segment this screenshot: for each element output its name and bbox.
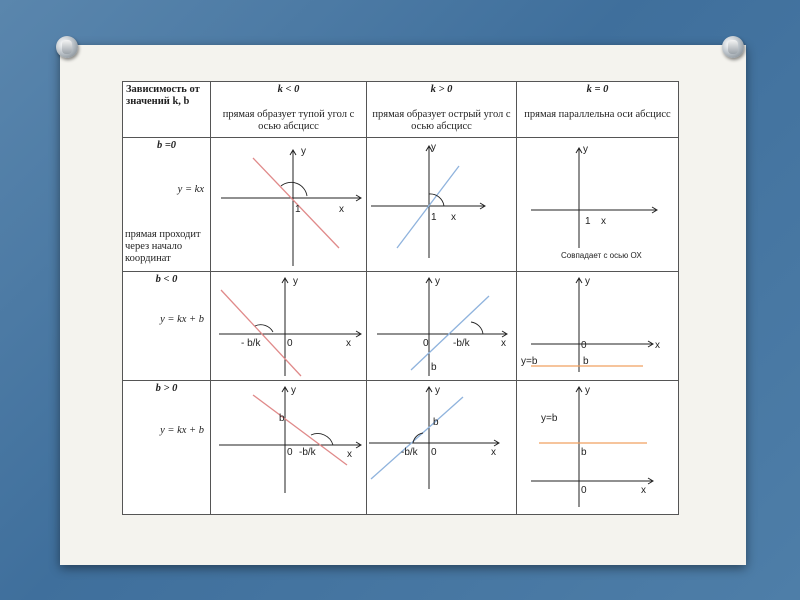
graph-b0-k-zero — [517, 138, 679, 272]
row-header-b-positive: b > 0 y = kx + b — [123, 381, 211, 515]
svg-text:0: 0 — [287, 338, 293, 349]
svg-text:0: 0 — [581, 340, 587, 351]
svg-text:0: 0 — [423, 338, 429, 349]
graph-b0-k-positive — [367, 138, 517, 272]
graph-bpos-k-zero — [517, 381, 679, 515]
svg-text:y: y — [585, 276, 590, 287]
svg-text:-b/k: -b/k — [401, 447, 418, 458]
linear-function-table — [122, 81, 678, 514]
svg-text:b: b — [279, 413, 285, 424]
graph-bneg-k-zero — [517, 272, 679, 381]
angle-arc — [281, 182, 307, 196]
svg-text:b: b — [583, 356, 589, 367]
svg-text:x: x — [346, 338, 351, 349]
svg-text:x: x — [347, 449, 352, 460]
row-header-b-negative: b < 0 y = kx + b — [123, 272, 211, 381]
slide-card — [60, 45, 746, 565]
svg-text:0: 0 — [287, 447, 293, 458]
corner-header: Зависимость от значений k, b — [123, 82, 211, 138]
svg-text:y: y — [583, 144, 588, 155]
column-header-k-positive: k > 0 прямая образует острый угол с осью абсцисс — [367, 82, 517, 138]
graph-bpos-k-negative — [211, 381, 367, 515]
svg-text:y: y — [585, 385, 590, 396]
svg-text:0: 0 — [431, 447, 437, 458]
y-label: y — [301, 146, 306, 157]
svg-text:x: x — [601, 216, 606, 227]
graph-line-k-negative — [253, 158, 339, 248]
row-header-b-zero: b =0 y = kx прямая проходит через начало координат — [123, 138, 211, 272]
x-label: x — [339, 204, 344, 215]
svg-text:y: y — [431, 142, 436, 153]
column-header-k-zero: k = 0 прямая параллельна оси абсцисс — [517, 82, 679, 138]
svg-text:y: y — [291, 385, 296, 396]
graph-line-k-positive — [397, 166, 459, 248]
pushpin-right-icon — [722, 36, 744, 58]
svg-text:x: x — [641, 485, 646, 496]
graph-bneg-k-positive — [367, 272, 517, 381]
svg-text:1: 1 — [585, 216, 591, 227]
graph-b0-k-negative — [211, 138, 367, 272]
svg-text:x: x — [655, 340, 660, 351]
svg-text:b: b — [431, 362, 437, 373]
graph-bneg-k-negative — [211, 272, 367, 381]
coincides-note: Совпадает с осью ОХ — [561, 251, 642, 260]
pushpin-left-icon — [56, 36, 78, 58]
svg-text:b: b — [581, 447, 587, 458]
svg-text:1: 1 — [431, 212, 437, 223]
svg-text:y: y — [435, 385, 440, 396]
column-header-k-negative: k < 0 прямая образует тупой угол с осью абсцисс — [211, 82, 367, 138]
svg-text:y=b: y=b — [541, 413, 558, 424]
svg-text:x: x — [501, 338, 506, 349]
graph-bpos-k-positive — [367, 381, 517, 515]
tick-one: 1 — [295, 204, 301, 215]
svg-text:- b/k: - b/k — [241, 338, 261, 349]
svg-text:y=b: y=b — [521, 356, 538, 367]
svg-text:-b/k: -b/k — [299, 447, 316, 458]
svg-text:0: 0 — [581, 485, 587, 496]
svg-text:y: y — [293, 276, 298, 287]
svg-text:b: b — [433, 417, 439, 428]
svg-text:x: x — [491, 447, 496, 458]
svg-text:x: x — [451, 212, 456, 223]
svg-text:y: y — [435, 276, 440, 287]
svg-text:-b/k: -b/k — [453, 338, 470, 349]
